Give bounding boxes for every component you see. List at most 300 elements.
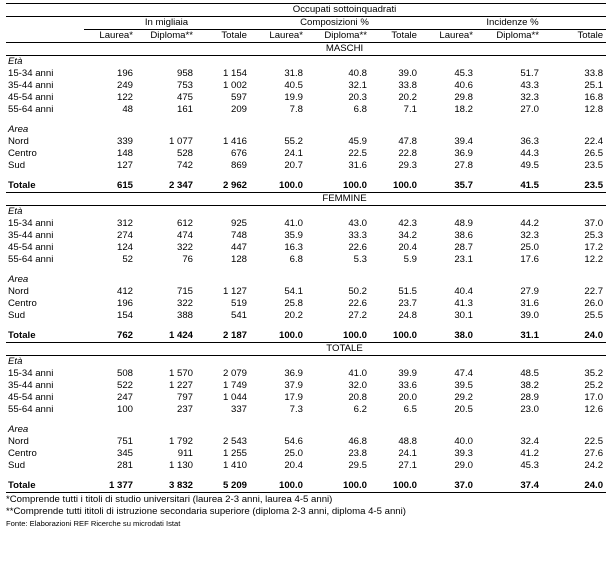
cell-value: 447 (230, 242, 247, 253)
cell-value: 2 187 (222, 330, 247, 341)
cell-value: 33.8 (584, 68, 604, 79)
group-title: Età (8, 56, 23, 67)
table-row (6, 92, 606, 104)
cell-value: 28.9 (520, 392, 539, 403)
cell-value: 26.0 (584, 298, 604, 309)
cell-value: 17.6 (520, 254, 539, 265)
cell-value: 33.8 (398, 80, 417, 91)
row-label: 55-64 anni (8, 404, 54, 415)
cell-value: 45.9 (348, 136, 367, 147)
cell-value: 49.5 (520, 160, 539, 171)
spacer-row (6, 416, 606, 424)
cell-value: 100.0 (342, 180, 367, 191)
cell-value: 54.6 (284, 436, 303, 447)
cell-value: 34.2 (398, 230, 417, 241)
table-row (6, 104, 606, 116)
header-empty (6, 4, 84, 17)
cell-value: 7.1 (403, 104, 417, 115)
cell-value: 32.4 (520, 436, 539, 447)
table-row (6, 368, 606, 380)
cell-value: 100.0 (342, 330, 367, 341)
cell-value: 676 (230, 148, 247, 159)
cell-value: 127 (116, 160, 133, 171)
cell-value: 32.1 (348, 80, 367, 91)
cell-value: 281 (116, 460, 133, 471)
cell-value: 5.3 (353, 254, 367, 265)
column-header: Laurea* (84, 30, 136, 43)
cell-value: 38.2 (520, 380, 539, 391)
column-header: Totale (370, 30, 420, 43)
cell-value: 29.0 (454, 460, 473, 471)
cell-value: 1 792 (168, 436, 193, 447)
column-header: Totale (542, 30, 606, 43)
row-label: Totale (8, 180, 36, 191)
cell-value: 1 130 (168, 460, 193, 471)
cell-value: 753 (176, 80, 193, 91)
section-title: FEMMINE (84, 193, 606, 206)
group-title-row (6, 56, 606, 69)
row-label: 35-44 anni (8, 380, 54, 391)
cell-value: 3 832 (136, 480, 196, 493)
total-row (6, 180, 606, 193)
row-label: Nord (8, 136, 29, 147)
group-title: Area (8, 124, 29, 135)
cell-value: 22.5 (348, 148, 367, 159)
cell-value: 35.9 (284, 230, 303, 241)
cell-value: 39.0 (520, 310, 539, 321)
cell-value: 1 416 (222, 136, 247, 147)
spacer-row (6, 472, 606, 480)
cell-value: 6.2 (353, 404, 367, 415)
cell-value: 33.3 (348, 230, 367, 241)
spacer-row (6, 116, 606, 124)
cell-value: 128 (230, 254, 247, 265)
group-title-row (6, 356, 606, 369)
cell-value: 16.3 (284, 242, 303, 253)
row-label: Centro (8, 298, 37, 309)
spacer-row (6, 172, 606, 180)
cell-value: 41.0 (284, 218, 303, 229)
cell-value: 55.2 (284, 136, 303, 147)
cell-value: 28.7 (454, 242, 473, 253)
cell-value: 100.0 (392, 330, 417, 341)
cell-value: 100.0 (392, 180, 417, 191)
cell-value: 35.7 (454, 180, 473, 191)
cell-value: 24.8 (398, 310, 417, 321)
cell-value: 51.5 (398, 286, 417, 297)
cell-value: 20.3 (348, 92, 367, 103)
footnote-diploma: **Comprende tutti ititoli di istruzione secondaria superiore (diploma 2-3 anni, diploma 4-5 anni) (6, 506, 406, 517)
cell-value: 7.3 (289, 404, 303, 415)
cell-value: 26.5 (584, 148, 604, 159)
cell-value: 322 (176, 242, 193, 253)
cell-value: 39.3 (454, 448, 473, 459)
cell-value: 24.1 (398, 448, 417, 459)
cell-value: 17.2 (584, 242, 604, 253)
cell-value: 312 (116, 218, 133, 229)
cell-value: 519 (230, 298, 247, 309)
table-row (6, 380, 606, 392)
cell-value: 32.3 (520, 230, 539, 241)
table-row (6, 286, 606, 298)
cell-value: 25.8 (284, 298, 303, 309)
cell-value: 31.1 (520, 330, 539, 341)
cell-value: 541 (230, 310, 247, 321)
footnote-laurea: *Comprende tutti i titoli di studio universitari (laurea 2-3 anni, laurea 4-5 anni) (6, 494, 333, 505)
table-row (6, 404, 606, 416)
cell-value: 47.4 (454, 368, 473, 379)
cell-value: 748 (230, 230, 247, 241)
row-label: 45-54 anni (8, 392, 54, 403)
row-label: Totale (8, 330, 36, 341)
column-header: Totale (196, 30, 250, 43)
cell-value: 339 (116, 136, 133, 147)
cell-value: 1 424 (168, 330, 193, 341)
cell-value: 41.5 (520, 180, 539, 191)
cell-value: 911 (177, 448, 193, 459)
section-header (6, 343, 606, 356)
cell-value: 522 (116, 380, 133, 391)
cell-value: 33.6 (398, 380, 417, 391)
cell-value: 249 (116, 80, 133, 91)
table-row (6, 148, 606, 160)
column-header: Diploma** (476, 30, 542, 43)
cell-value: 958 (176, 68, 193, 79)
row-label: Centro (8, 448, 37, 459)
table-row (6, 160, 606, 172)
row-label: 15-34 anni (8, 368, 54, 379)
cell-value: 48 (122, 104, 133, 115)
cell-value: 6.8 (353, 104, 367, 115)
cell-value: 715 (176, 286, 193, 297)
group-title: Area (8, 424, 29, 435)
cell-value: 22.5 (584, 436, 604, 447)
cell-value: 23.5 (584, 180, 604, 191)
cell-value: 388 (176, 310, 193, 321)
cell-value: 27.9 (520, 286, 539, 297)
group-header-incidenze: Incidenze % (420, 17, 606, 30)
cell-value: 31.8 (284, 68, 303, 79)
cell-value: 54.1 (284, 286, 303, 297)
cell-value: 36.9 (454, 148, 473, 159)
cell-value: 925 (230, 218, 247, 229)
table-row (6, 136, 606, 148)
cell-value: 36.9 (284, 368, 303, 379)
cell-value: 40.4 (454, 286, 473, 297)
cell-value: 46.8 (348, 436, 367, 447)
cell-value: 41.0 (348, 368, 367, 379)
table-row (6, 392, 606, 404)
cell-value: 196 (116, 298, 133, 309)
cell-value: 751 (116, 436, 133, 447)
cell-value: 44.2 (520, 218, 539, 229)
cell-value: 20.2 (398, 92, 417, 103)
column-header: Diploma** (306, 30, 370, 43)
table-row (6, 80, 606, 92)
cell-value: 615 (116, 180, 133, 191)
cell-value: 24.0 (584, 330, 604, 341)
row-label: Sud (8, 310, 26, 321)
cell-value: 38.0 (454, 330, 473, 341)
group-header-migliaia: In migliaia (84, 17, 250, 30)
table-row (6, 254, 606, 266)
cell-value: 48.8 (398, 436, 417, 447)
row-label: Centro (8, 148, 37, 159)
section-header (6, 43, 606, 56)
row-label: 15-34 anni (8, 218, 54, 229)
table-title: Occupati sottoinquadrati (84, 4, 606, 17)
column-header: Laurea* (420, 30, 476, 43)
table-body (6, 43, 606, 493)
cell-value: 597 (230, 92, 247, 103)
cell-value: 31.6 (520, 298, 539, 309)
cell-value: 474 (176, 230, 193, 241)
cell-value: 23.8 (348, 448, 367, 459)
table-row (6, 448, 606, 460)
cell-value: 274 (116, 230, 133, 241)
group-title-row (6, 424, 606, 436)
cell-value: 31.6 (348, 160, 367, 171)
total-row (6, 330, 606, 343)
cell-value: 44.3 (520, 148, 539, 159)
row-label: 55-64 anni (8, 254, 54, 265)
cell-value: 37.4 (476, 480, 542, 493)
cell-value: 2 543 (222, 436, 247, 447)
cell-value: 1 127 (222, 286, 247, 297)
group-title: Età (8, 206, 23, 217)
cell-value: 45.3 (520, 460, 539, 471)
section-title: TOTALE (84, 343, 606, 356)
cell-value: 23.0 (520, 404, 539, 415)
cell-value: 25.2 (584, 380, 604, 391)
cell-value: 100.0 (278, 330, 303, 341)
source-note: Fonte: Elaborazioni REF Ricerche su microdati Istat (6, 519, 181, 528)
row-label: Sud (8, 460, 26, 471)
row-label: 35-44 anni (8, 80, 54, 91)
cell-value: 35.2 (584, 368, 604, 379)
cell-value: 29.5 (348, 460, 367, 471)
group-title-row (6, 206, 606, 219)
cell-value: 869 (230, 160, 247, 171)
cell-value: 7.8 (289, 104, 303, 115)
cell-value: 38.6 (454, 230, 473, 241)
spacer-row (6, 322, 606, 330)
group-title: Area (8, 274, 29, 285)
cell-value: 412 (116, 286, 133, 297)
cell-value: 100 (116, 404, 133, 415)
cell-value: 20.5 (454, 404, 473, 415)
cell-value: 2 962 (222, 180, 247, 191)
row-label: 35-44 anni (8, 230, 54, 241)
cell-value: 40.5 (284, 80, 303, 91)
cell-value: 475 (176, 92, 193, 103)
table-row (6, 68, 606, 80)
column-header: Laurea* (250, 30, 306, 43)
cell-value: 154 (116, 310, 133, 321)
cell-value: 17.9 (284, 392, 303, 403)
cell-value: 41.2 (520, 448, 539, 459)
cell-value: 5.9 (403, 254, 417, 265)
cell-value: 30.1 (454, 310, 473, 321)
table-row (6, 242, 606, 254)
table-container (6, 3, 606, 529)
cell-value: 22.8 (398, 148, 417, 159)
cell-value: 20.4 (284, 460, 303, 471)
cell-value: 1 570 (168, 368, 193, 379)
cell-value: 40.8 (348, 68, 367, 79)
cell-value: 39.5 (454, 380, 473, 391)
cell-value: 100.0 (278, 180, 303, 191)
cell-value: 247 (116, 392, 133, 403)
cell-value: 209 (230, 104, 247, 115)
cell-value: 18.2 (454, 104, 473, 115)
cell-value: 528 (176, 148, 193, 159)
cell-value: 25.3 (584, 230, 604, 241)
cell-value: 1 077 (168, 136, 193, 147)
cell-value: 1 410 (222, 460, 247, 471)
cell-value: 161 (176, 104, 193, 115)
cell-value: 237 (176, 404, 193, 415)
row-label: 55-64 anni (8, 104, 54, 115)
cell-value: 32.0 (348, 380, 367, 391)
cell-value: 337 (230, 404, 247, 415)
cell-value: 22.6 (348, 242, 367, 253)
cell-value: 5 209 (196, 480, 250, 493)
cell-value: 612 (176, 218, 193, 229)
cell-value: 22.7 (584, 286, 604, 297)
cell-value: 40.0 (454, 436, 473, 447)
row-label: Sud (8, 160, 26, 171)
cell-value: 1 749 (222, 380, 247, 391)
cell-value: 100.0 (250, 480, 306, 493)
cell-value: 6.8 (289, 254, 303, 265)
cell-value: 42.3 (398, 218, 417, 229)
group-title-row (6, 274, 606, 286)
cell-value: 12.2 (584, 254, 604, 265)
table-row (6, 436, 606, 448)
cell-value: 148 (116, 148, 133, 159)
cell-value: 24.2 (584, 460, 604, 471)
cell-value: 24.1 (284, 148, 303, 159)
cell-value: 19.9 (284, 92, 303, 103)
row-label: 15-34 anni (8, 68, 54, 79)
cell-value: 22.6 (348, 298, 367, 309)
cell-value: 48.9 (454, 218, 473, 229)
cell-value: 1 255 (222, 448, 247, 459)
cell-value: 20.2 (284, 310, 303, 321)
cell-value: 742 (176, 160, 193, 171)
cell-value: 40.6 (454, 80, 473, 91)
cell-value: 1 044 (222, 392, 247, 403)
section-title: MASCHI (84, 43, 606, 56)
cell-value: 2 079 (222, 368, 247, 379)
group-title-row (6, 124, 606, 136)
cell-value: 122 (116, 92, 133, 103)
cell-value: 22.4 (584, 136, 604, 147)
cell-value: 52 (122, 254, 133, 265)
cell-value: 29.2 (454, 392, 473, 403)
cell-value: 196 (116, 68, 133, 79)
cell-value: 20.4 (398, 242, 417, 253)
cell-value: 76 (182, 254, 193, 265)
cell-value: 47.8 (398, 136, 417, 147)
cell-value: 39.4 (454, 136, 473, 147)
cell-value: 1 377 (84, 480, 136, 493)
cell-value: 29.3 (398, 160, 417, 171)
cell-value: 12.6 (584, 404, 604, 415)
cell-value: 25.5 (584, 310, 604, 321)
cell-value: 50.2 (348, 286, 367, 297)
row-label: Totale (6, 480, 84, 493)
row-label: Nord (8, 436, 29, 447)
cell-value: 17.0 (584, 392, 604, 403)
cell-value: 100.0 (306, 480, 370, 493)
cell-value: 124 (116, 242, 133, 253)
cell-value: 100.0 (370, 480, 420, 493)
cell-value: 345 (116, 448, 133, 459)
cell-value: 762 (116, 330, 133, 341)
table-row (6, 460, 606, 472)
row-label: 45-54 anni (8, 92, 54, 103)
cell-value: 20.8 (348, 392, 367, 403)
cell-value: 797 (176, 392, 193, 403)
group-header-composizioni: Composizioni % (250, 17, 420, 30)
row-label: 45-54 anni (8, 242, 54, 253)
table-row (6, 218, 606, 230)
table-row (6, 298, 606, 310)
cell-value: 24.0 (542, 480, 606, 493)
section-header (6, 193, 606, 206)
cell-value: 48.5 (520, 368, 539, 379)
table-row (6, 310, 606, 322)
cell-value: 322 (176, 298, 193, 309)
column-header: Diploma** (136, 30, 196, 43)
cell-value: 23.1 (454, 254, 473, 265)
cell-value: 1 154 (222, 68, 247, 79)
cell-value: 1 227 (168, 380, 193, 391)
table-row (6, 230, 606, 242)
spacer-row (6, 266, 606, 274)
cell-value: 23.7 (398, 298, 417, 309)
cell-value: 36.3 (520, 136, 539, 147)
cell-value: 20.0 (398, 392, 417, 403)
row-label: Nord (8, 286, 29, 297)
cell-value: 27.0 (520, 104, 539, 115)
cell-value: 32.3 (520, 92, 539, 103)
cell-value: 43.0 (348, 218, 367, 229)
cell-value: 45.3 (454, 68, 473, 79)
cell-value: 25.0 (520, 242, 539, 253)
group-title: Età (8, 356, 23, 367)
data-table (6, 3, 606, 493)
notes (6, 494, 606, 529)
cell-value: 12.8 (584, 104, 604, 115)
cell-value: 16.8 (584, 92, 604, 103)
cell-value: 27.8 (454, 160, 473, 171)
cell-value: 20.7 (284, 160, 303, 171)
cell-value: 37.0 (420, 480, 476, 493)
cell-value: 27.2 (348, 310, 367, 321)
cell-value: 2 347 (168, 180, 193, 191)
cell-value: 25.0 (284, 448, 303, 459)
cell-value: 1 002 (222, 80, 247, 91)
cell-value: 43.3 (520, 80, 539, 91)
cell-value: 29.8 (454, 92, 473, 103)
cell-value: 39.0 (398, 68, 417, 79)
cell-value: 37.9 (284, 380, 303, 391)
cell-value: 41.3 (454, 298, 473, 309)
cell-value: 27.6 (584, 448, 604, 459)
